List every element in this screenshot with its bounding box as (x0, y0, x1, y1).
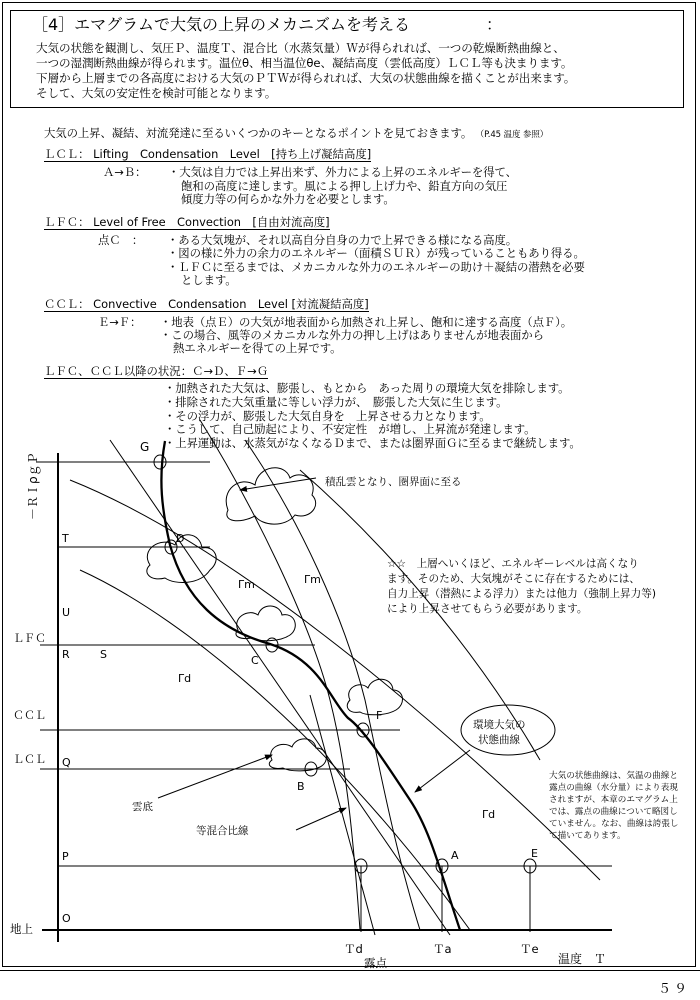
lfc-label: 点Ｃ ： (98, 233, 144, 247)
point-p-label: P (62, 850, 69, 863)
page-number: ５９ (657, 982, 690, 997)
lcl-line: 傾度力等の何らかな外力を必要とします。 (181, 192, 395, 206)
small-note-line: 露点の曲線（水分量）により表現 (549, 783, 678, 793)
page-title: ［4］エマグラムで大気の上昇のメカニズムを考える (32, 15, 411, 34)
after-line: ・排除された大気重量に等しい浮力が、 膨張した大気に生じます。 (164, 395, 508, 409)
ground-label: 地上 (10, 922, 33, 936)
title-colon: ： (486, 15, 503, 34)
dry-adiabat-label: Γd (178, 672, 192, 685)
lcl-label: Ａ→Ｂ： (103, 165, 147, 179)
ccl-line: 熱エネルギーを得ての上昇です。 (173, 341, 342, 355)
note-line: により上昇させてもらう必要があります。 (387, 603, 588, 615)
ccl-heading: ＣＣＬ： Convective Condensation Level [対流凝結高度] (44, 297, 369, 311)
note-line: ます。そのため、大気塊がそこに存在するためには、 (387, 573, 640, 585)
point-t-label: T (62, 532, 69, 545)
point-s-label: S (100, 648, 107, 661)
environment-curve (161, 441, 460, 930)
env-label-line: 環境大気の (473, 719, 526, 731)
point-c-label: C (251, 654, 259, 667)
ccl-label: Ｅ→Ｆ： (98, 315, 142, 329)
y-axis-label: －ＲＩρｇＰ (26, 452, 40, 520)
te-tick-label: Ｔe (520, 942, 539, 956)
mixing-ratio-line (110, 440, 450, 935)
ccl-level-label: ＣＣＬ (13, 709, 46, 722)
after-heading: ＬＦＣ、ＣＣＬ以降の状況：Ｃ→Ｄ、Ｆ→Ｇ (44, 364, 269, 378)
header-line: 大気の状態を観測し、気圧Ｐ、温度Ｔ、混合比（水蒸気量）Ｗが得られれば、一つの乾燥断熱曲線と、 (36, 41, 565, 55)
lfc-level-label: ＬＦＣ (13, 632, 46, 645)
cb-cloud (226, 468, 315, 524)
small-note-line: では、露点の曲線について略図し (549, 807, 678, 817)
dry-adiabat-label: Γd (482, 808, 496, 821)
header-line: そして、大気の安定性を検討可能となります。 (36, 86, 277, 100)
point-b-label: B (297, 780, 305, 793)
mixing-arrow (296, 808, 346, 830)
td-tick-label: Ｔd (344, 942, 363, 956)
small-note-line: 大気の状態曲線は、気温の曲線と (549, 771, 678, 781)
point-e-label: E (531, 847, 538, 860)
dew-point-label: 露点 (364, 956, 387, 970)
lcl-heading: ＬＣＬ： Lifting Condensation Level [持ち上げ凝結高度] (44, 147, 372, 161)
after-line: ・加熱された大気は、膨張し、もとから あった周りの環境大気を排除します。 (164, 381, 570, 395)
ccl-cloud (347, 679, 402, 715)
lfc-line: ・ＬＦＣに至るまでは、メカニカルな外力のエネルギーの助け＋凝結の潜熱を必要 (167, 260, 585, 274)
small-note-line: ていません。なお、曲線は誇張し (549, 819, 679, 829)
mixing-ratio-line (310, 695, 375, 935)
dry-adiabat (80, 570, 470, 930)
env-label-line: 状態曲線 (478, 734, 520, 746)
point-g-label: G (140, 440, 150, 454)
moist-adiabat-label: Γm (304, 573, 321, 586)
point-u-label: U (62, 606, 71, 619)
small-note-line: て描いてあります。 (549, 831, 626, 841)
point-a-label: A (451, 849, 459, 862)
dry-adiabat (70, 480, 600, 880)
lfc-line: ・図の様に外力の余力のエネルギー（面積ＳＵＲ）が残っていることもあり得る。 (167, 246, 585, 260)
cb-label: 積乱雲となり、圏界面に至る (325, 476, 462, 488)
ta-tick-label: Ｔa (433, 942, 452, 956)
cloud-base-label: 雲底 (132, 801, 153, 813)
ccl-line: ・地表（点Ｅ）の大気が地表面から加熱され上昇し、飽和に達する高度（点Ｆ）。 (160, 315, 573, 329)
lfc-line: ・ある大気塊が、それ以高自分自身の力で上昇できる様になる高度。 (167, 233, 518, 247)
cloudbase-arrow (158, 755, 272, 798)
cb-arrow (240, 478, 316, 490)
lcl-line: 飽和の高度に達します。風による押し上げ力や、鉛直方向の気圧 (181, 179, 508, 193)
point-r-label: R (62, 648, 70, 661)
lfc-line: とします。 (181, 273, 237, 287)
moist-adiabat-label: Γm (238, 578, 255, 591)
moist-adiabat (245, 440, 420, 930)
note-line: 自力上昇（潜熱による浮力）または他力（強制上昇力等) (387, 588, 656, 600)
point-q-label: Q (62, 756, 71, 769)
intro-body: 大気の上昇、凝結、対流発達に至るいくつかのキーとなるポイントを見ておきます。 (44, 126, 473, 140)
ccl-line: ・この場合、風等のメカニカルな外力の押し上げはありませんが地表面から (160, 328, 544, 342)
point-d-label: D (176, 532, 185, 545)
after-line: ・こうして、自己励起により、不安定性 が増し、上昇流が発達します。 (164, 422, 536, 436)
mixing-ratio-label: 等混合比線 (196, 825, 249, 837)
temperature-axis-label: 温度 Ｔ (558, 952, 607, 966)
small-note-line: されますが、本章のエマグラム上 (549, 795, 678, 805)
after-line: ・上昇運動は、水蒸気がなくなるＤまで、または圏界面Ｇに至るまで継続します。 (164, 436, 581, 450)
note-line: ☆☆ 上層へいくほど、エネルギーレベルは高くなり (387, 558, 639, 570)
header-line: 一つの湿潤断熱曲線が得られます。温位θ、相当温位θe、凝結高度（雲低高度）ＬＣＬ等も決まります。 (36, 56, 573, 70)
point-o-label: O (62, 912, 71, 925)
env-arrow (415, 750, 470, 792)
lcl-line: ・大気は自力では上昇出来ず、外力による上昇のエネルギーを得て、 (168, 165, 517, 179)
point-f-label: F (376, 709, 383, 722)
lfc-heading: ＬＦＣ： Level of Free Convection [自由対流高度] (44, 215, 330, 229)
intro-ref: （P.45 温度 参照） (475, 130, 549, 140)
base-cloud (269, 739, 326, 771)
after-line: ・その浮力が、膨張した大気自身を 上昇させる力となります。 (164, 409, 491, 423)
lcl-level-label: ＬＣＬ (13, 753, 46, 766)
header-line: 下層から上層までの各高度における大気のＰＴＷが得られれば、大気の状態曲線を描くことが出来ます。 (36, 71, 576, 85)
footer-rule (0, 970, 700, 971)
